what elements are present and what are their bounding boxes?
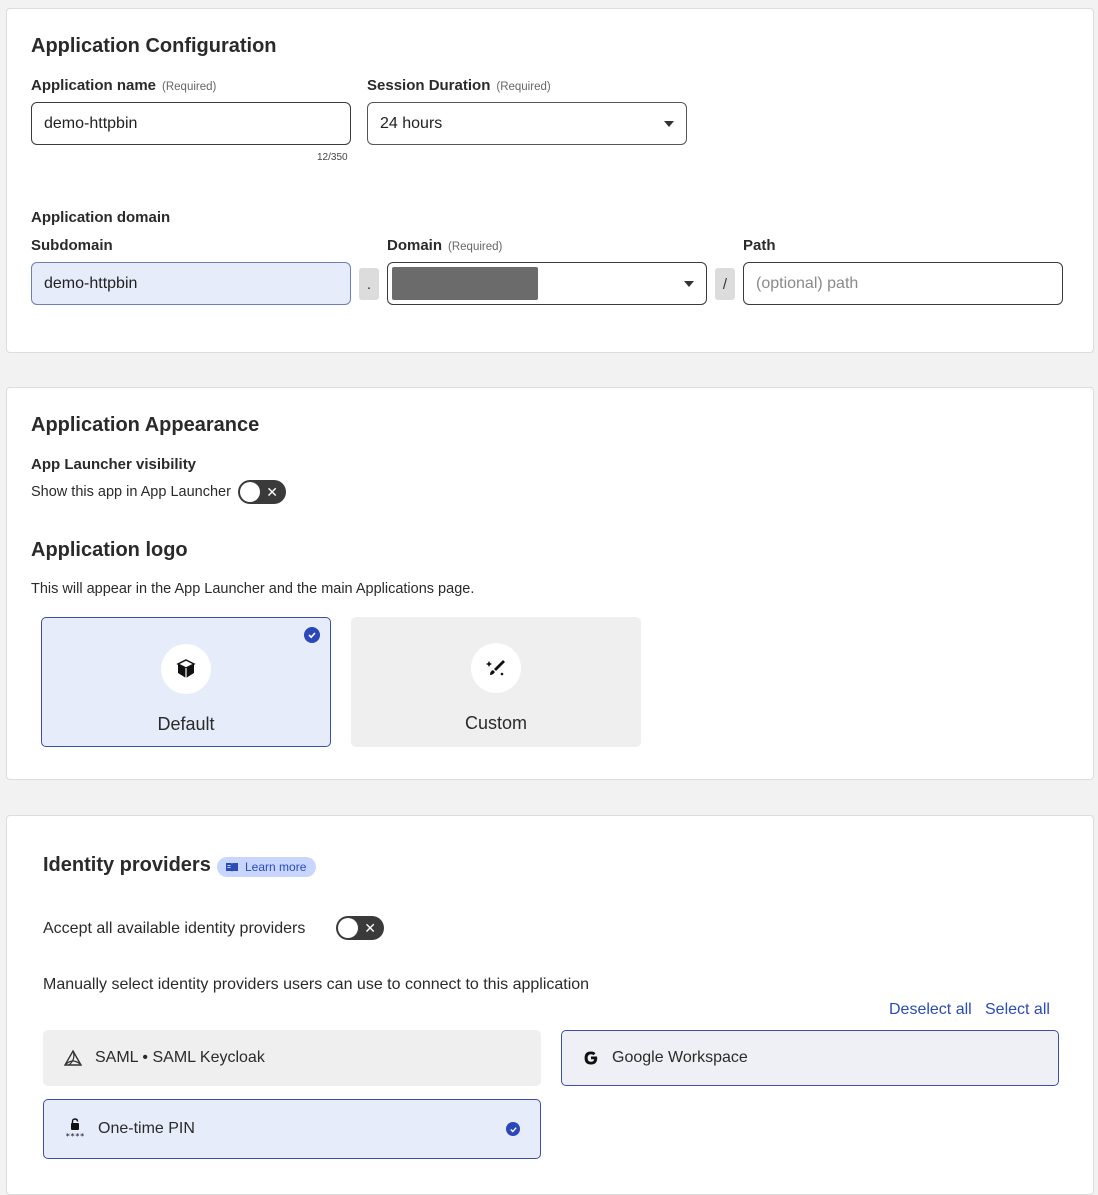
app-name-label-text: Application name (31, 77, 157, 94)
domain-label (387, 237, 502, 254)
check-icon (506, 1122, 520, 1136)
session-duration-label (367, 77, 551, 94)
session-label-text: Session Duration (367, 77, 491, 94)
section-title: Identity providers (43, 854, 211, 876)
session-duration-select[interactable] (367, 102, 687, 145)
dot-separator: . (359, 268, 379, 300)
launcher-visibility-toggle[interactable] (238, 480, 286, 504)
application-appearance-card (6, 387, 1094, 780)
domain-label-text: Domain (387, 237, 443, 254)
path-label: Path (743, 237, 776, 254)
book-icon (225, 862, 239, 873)
subdomain-input[interactable] (31, 262, 351, 305)
pin-lock-icon (64, 1118, 86, 1140)
char-counter: 12/350 (317, 152, 348, 163)
identity-providers-card (6, 815, 1094, 1195)
google-icon (582, 1049, 600, 1067)
accept-all-toggle[interactable] (336, 916, 384, 940)
slash-separator: / (715, 268, 735, 300)
learn-more-badge[interactable] (217, 857, 316, 877)
idp-label: SAML • SAML Keycloak (95, 1049, 265, 1066)
required-hint: (Required) (162, 81, 217, 93)
app-name-value: demo-httpbin (44, 114, 138, 132)
accept-all-label: Accept all available identity providers (43, 920, 306, 937)
logo-title: Application logo (31, 539, 188, 561)
application-configuration-card (6, 8, 1094, 353)
close-icon: ✕ (364, 920, 376, 936)
app-name-label (31, 77, 216, 94)
logo-icon-circle (161, 644, 211, 694)
redacted-domain (392, 267, 538, 300)
logo-icon-circle (471, 643, 521, 693)
required-hint: (Required) (448, 241, 503, 253)
idp-label: Google Workspace (612, 1049, 748, 1066)
app-name-input[interactable] (31, 102, 351, 145)
section-title: Application Appearance (31, 414, 260, 436)
learn-more-text: Learn more (245, 860, 307, 874)
launcher-toggle-label: Show this app in App Launcher (31, 484, 231, 500)
close-icon: ✕ (266, 484, 278, 500)
logo-option-label: Default (157, 714, 215, 734)
toggle-knob (240, 482, 260, 502)
launcher-visibility-label: App Launcher visibility (31, 456, 197, 473)
idp-option-saml-keycloak[interactable] (43, 1030, 541, 1086)
deselect-all-link[interactable]: Deselect all (889, 1001, 972, 1018)
session-duration-value: 24 hours (380, 114, 443, 132)
idp-option-one-time-pin[interactable] (43, 1099, 541, 1159)
cube-icon (175, 658, 197, 680)
idp-option-google-workspace[interactable] (561, 1030, 1059, 1086)
svg-text:****: **** (65, 1132, 85, 1140)
paintbrush-icon (484, 656, 508, 680)
section-title: Application Configuration (31, 35, 277, 57)
path-input[interactable] (743, 262, 1063, 305)
subdomain-value: demo-httpbin (44, 274, 138, 292)
saml-icon (63, 1049, 83, 1067)
idp-label: One-time PIN (98, 1120, 195, 1137)
subdomain-label: Subdomain (31, 237, 113, 254)
logo-option-label: Custom (464, 713, 527, 733)
app-domain-label: Application domain (31, 209, 171, 226)
logo-option-default[interactable] (41, 617, 331, 747)
logo-description: This will appear in the App Launcher and the main Applications page. (31, 581, 475, 597)
toggle-knob (338, 918, 358, 938)
logo-option-custom[interactable] (351, 617, 641, 747)
chevron-down-icon (664, 121, 674, 127)
select-all-link[interactable]: Select all (985, 1001, 1050, 1018)
check-icon (304, 627, 320, 643)
manual-select-label: Manually select identity providers users can use to connect to this application (43, 976, 590, 993)
domain-select[interactable] (387, 262, 707, 305)
chevron-down-icon (684, 281, 694, 287)
path-placeholder: (optional) path (756, 274, 859, 292)
required-hint: (Required) (496, 81, 551, 93)
